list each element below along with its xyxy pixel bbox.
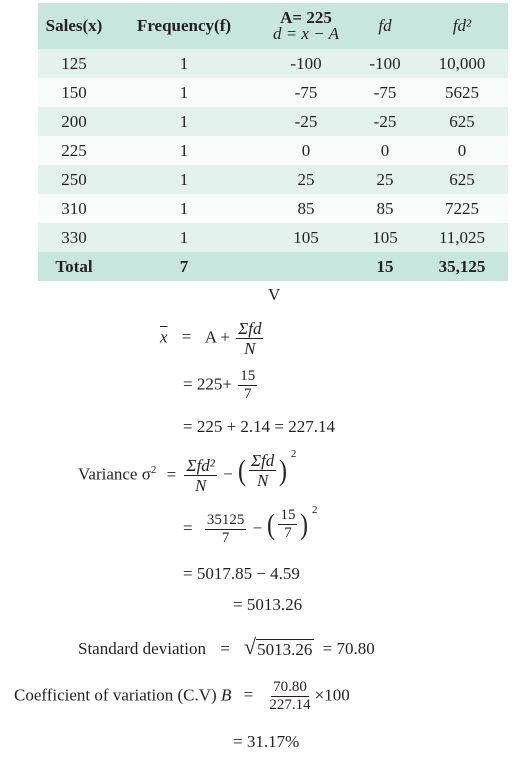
total-fd2: 35,125 [438,256,486,276]
cell-fd2: 5625 [445,82,479,102]
cell-x: 310 [61,198,87,218]
sd-result: = 70.80 [322,639,375,658]
mean-step1-fraction: $\frac{15}{7}$ [240,368,256,402]
cv-result: = 31.17% [233,732,300,751]
total-f: 7 [179,256,189,276]
sd-formula: Standard deviation = √ 5013.26 = 70.80 [78,634,375,659]
cell-f: 1 [179,82,189,102]
table-row [38,49,508,78]
cell-d: -25 [294,111,318,131]
mean-symbol: $\overline{x}$ [160,327,168,347]
header-fd: fd [354,3,416,49]
header-deviation-formula: d = x − A [272,23,340,43]
table-header-row [38,3,508,49]
variance-fraction-1: $\frac{\text{Σfd²}}{N}$ [186,456,215,496]
cell-f: 1 [179,198,189,218]
mean-numerator: Σfd [238,319,262,338]
total-d [258,252,354,281]
cell-fd: -75 [373,82,397,102]
mean-fraction [236,320,263,357]
cell-f: 1 [179,140,189,160]
cell-d: 25 [297,169,315,189]
sd-sqrt [244,636,314,658]
cell-x: 225 [61,140,87,160]
cell-fd: 25 [376,169,394,189]
cv-label: Coefficient of variation (C.V) [14,685,217,705]
cv-formula: Coefficient of variation (C.V) B = $\frac{70.80}{227.14}$ ×100 [14,679,350,713]
mean-eq: = [181,327,192,347]
table-row [38,78,508,107]
cell-fd: -25 [373,111,397,131]
cell-d: -100 [290,53,322,73]
table-row [38,223,508,252]
cell-f: 1 [179,227,189,247]
table-row [38,165,508,194]
table-row [38,107,508,136]
cell-d: -75 [294,82,318,102]
variance-step1-paren-group: ( $\frac{15}{7}$ ) 2 [267,504,318,541]
variance-paren-group: ( $\frac{\text{Σfd}}{N}$ ) 2 [237,448,297,490]
table-row [38,136,508,165]
variance-step1-fraction-1: $\frac{35125}{7}$ [206,512,245,547]
header-fd2: fd² [416,3,508,49]
mean-denominator: N [244,339,256,358]
variance-step3: = 5013.26 [233,595,303,614]
cell-d: 0 [301,140,311,160]
variance-step1: = $\frac{35125}{7}$ − ( $\frac{15}{7}$ ) 2 [183,504,318,547]
cell-x: 150 [61,82,87,102]
sales-frequency-table [38,3,508,281]
cell-fd: -100 [369,53,401,73]
variance-step1-fraction-2: $\frac{15}{7}$ [280,507,296,541]
total-label: Total [55,256,93,276]
cell-d: 85 [297,198,315,218]
cell-x: 330 [61,227,87,247]
variance-step2: = 5017.85 − 4.59 [183,564,300,583]
header-frequency: Frequency(f) [110,3,258,49]
table-total-row [38,252,508,281]
cv-multiplier: ×100 [314,685,350,705]
cell-x: 250 [61,169,87,189]
cell-fd2: 10,000 [438,53,486,73]
mean-step1: = 225+ $\frac{15}{7}$ [183,368,256,402]
cell-f: 1 [179,53,189,73]
cell-x: 125 [61,53,87,73]
cell-fd: 105 [372,227,398,247]
cell-fd: 85 [376,198,394,218]
header-sales: Sales(x) [38,3,110,49]
cell-f: 1 [179,111,189,131]
cell-fd2: 625 [449,169,475,189]
cell-fd2: 11,025 [438,227,486,247]
cell-fd2: 625 [449,111,475,131]
variance-fraction-2: $\frac{\text{Σfd}}{N}$ [250,451,275,490]
cell-f: 1 [179,169,189,189]
mean-lhs: A + [204,327,230,347]
cell-fd2: 0 [457,140,467,160]
cell-x: 200 [61,111,87,131]
mean-step2: = 225 + 2.14 = 227.14 [183,417,336,436]
sqrt-icon: √ [244,634,257,659]
cell-fd2: 7225 [445,198,479,218]
cv-symbol: B [220,685,232,705]
mean-formula [160,320,265,357]
sd-label: Standard deviation [78,639,206,658]
total-fd: 15 [376,256,394,276]
cv-fraction: $\frac{70.80}{227.14}$ [269,679,311,713]
section-marker: V [268,285,281,304]
table-row [38,194,508,223]
cell-fd: 0 [380,140,390,160]
variance-formula: Variance $\sigma^2$ = $\frac{\text{Σfd²}}{N}$ − ( $\frac{\text{Σfd}}{N}$ ) 2 [78,448,297,496]
header-deviation [258,3,354,49]
sd-radicand: 5013.26 [257,640,313,659]
header-deviation-a: A= 225 [280,7,332,27]
cell-d: 105 [293,227,319,247]
variance-label: Variance σ [78,464,151,484]
